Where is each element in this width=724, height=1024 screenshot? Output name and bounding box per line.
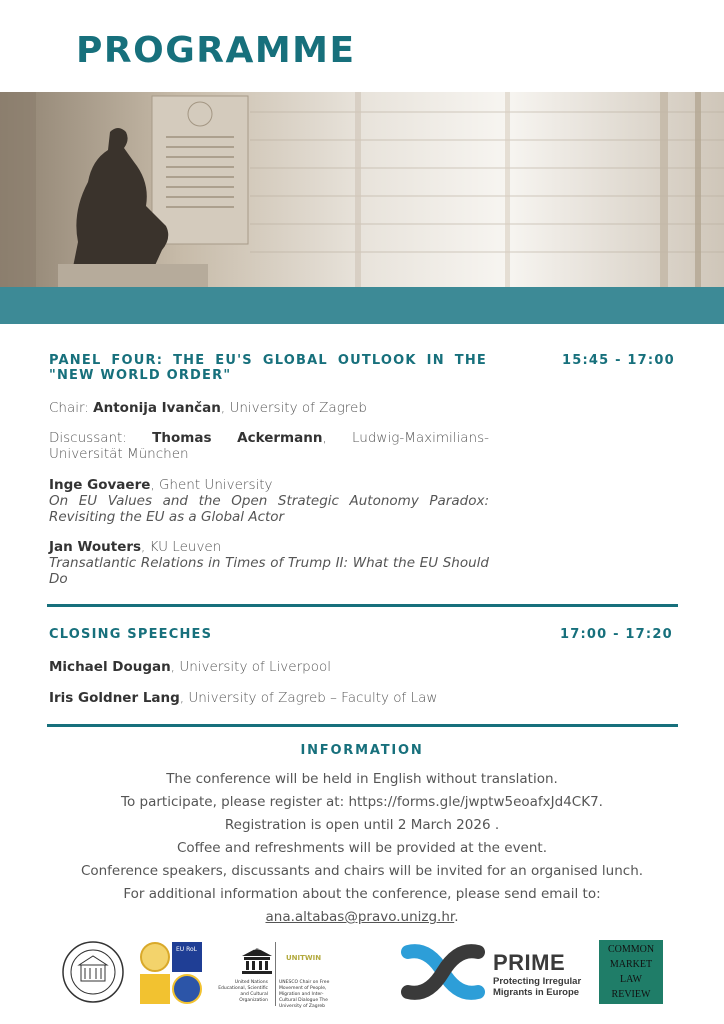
info-line: For additional information about the conference, please send email to: <box>123 886 601 902</box>
logo-divider <box>275 942 276 1006</box>
talk-title: On EU Values and the Open Strategic Autonomy Paradox: Revisiting the EU as a Global Actor <box>49 493 489 525</box>
info-email-line <box>0 906 724 929</box>
panel-chair <box>49 400 489 416</box>
speaker-name: Jan Wouters <box>49 539 142 555</box>
header-photo <box>0 92 724 288</box>
info-line: Conference speakers, discussants and chairs will be invited for an organised lunch. <box>80 863 644 879</box>
prime-logo <box>493 950 593 998</box>
email-link[interactable]: ana.altabas@pravo.unizg.hr <box>265 909 455 925</box>
speaker-affil: , Ghent University <box>150 477 273 493</box>
email-suffix: . <box>454 909 459 925</box>
page-title: PROGRAMME <box>76 30 356 71</box>
panel-time: 15:45 - 17:00 <box>562 353 675 368</box>
discussant-label: Discussant: <box>49 430 153 446</box>
info-line: Registration is open until 2 March 2026 . <box>224 817 500 833</box>
divider <box>47 724 678 727</box>
divider <box>47 604 678 607</box>
info-line: The conference will be held in English without translation. <box>166 771 558 787</box>
unesco-chair-caption: UNESCO Chair on Free Movement of People, Migration and Inter-Cultural Dialogue The University of Zagreb <box>279 980 330 1009</box>
cmlr-line: COMMON <box>607 944 655 955</box>
closing-heading: CLOSING SPEECHES <box>49 627 213 642</box>
cmlr-line: MARKET <box>609 959 653 970</box>
cmlr-line: REVIEW <box>611 989 651 1000</box>
info-line: To participate, please register at: https://forms.gle/jwptw5eoafxJd4CK7. <box>121 794 603 810</box>
speaker-entry <box>49 477 489 525</box>
panel-heading <box>49 353 487 383</box>
discussant-affil: , Ludwig-Maximilians-Universität München <box>49 430 489 462</box>
yellow-block-icon <box>140 974 170 1004</box>
eu-flag-icon: EU RoL <box>172 942 202 972</box>
discussant-name: Thomas Ackermann <box>152 430 323 446</box>
prime-subtitle-1: Protecting Irregular <box>493 976 582 987</box>
infinity-logo <box>398 942 488 1004</box>
unesco-wordmark: UNESCO <box>250 947 264 951</box>
speaker-affil: , University of Liverpool <box>170 659 331 675</box>
accent-band <box>0 287 724 324</box>
closing-speaker <box>49 690 549 706</box>
speaker-name: Michael Dougan <box>49 659 171 675</box>
logo-strip <box>0 938 724 1018</box>
panel-discussant <box>49 430 489 462</box>
speaker-affil: , University of Zagreb – Faculty of Law <box>179 690 438 706</box>
university-seal-logo <box>62 941 124 1003</box>
chair-name: Antonija Ivančan <box>93 400 221 416</box>
panel-heading-line1: PANEL FOUR: THE EU'S GLOBAL OUTLOOK IN THE <box>49 353 487 368</box>
talk-title: Transatlantic Relations in Times of Trump II: What the EU Should Do <box>49 555 489 587</box>
blue-seal-icon <box>172 974 202 1004</box>
cmlr-logo <box>599 940 663 1004</box>
speaker-name: Iris Goldner Lang <box>49 690 180 706</box>
closing-speaker <box>49 659 549 675</box>
chair-affil: , University of Zagreb <box>220 400 367 416</box>
eu-rol-logo <box>140 942 202 1004</box>
info-line: Coffee and refreshments will be provided at the event. <box>176 840 548 856</box>
cmlr-line: LAW <box>620 974 642 985</box>
seal-icon <box>140 942 170 972</box>
unesco-caption: United Nations Educational, Scientific and Cultural Organization <box>218 980 268 1003</box>
unesco-logo <box>218 942 330 1009</box>
photo-illustration <box>0 92 724 288</box>
speaker-name: Inge Govaere <box>49 477 151 493</box>
chair-label: Chair: <box>49 400 94 416</box>
prime-subtitle-2: Migrants in Europe <box>493 987 580 998</box>
prime-title: PRIME <box>493 950 566 975</box>
closing-time: 17:00 - 17:20 <box>560 627 673 642</box>
speaker-entry <box>49 539 489 587</box>
information-heading: INFORMATION <box>300 743 424 758</box>
panel-heading-line2: "NEW WORLD ORDER" <box>49 368 232 383</box>
unitwin-wordmark: UNITWIN <box>286 954 322 962</box>
speaker-affil: , KU Leuven <box>141 539 222 555</box>
